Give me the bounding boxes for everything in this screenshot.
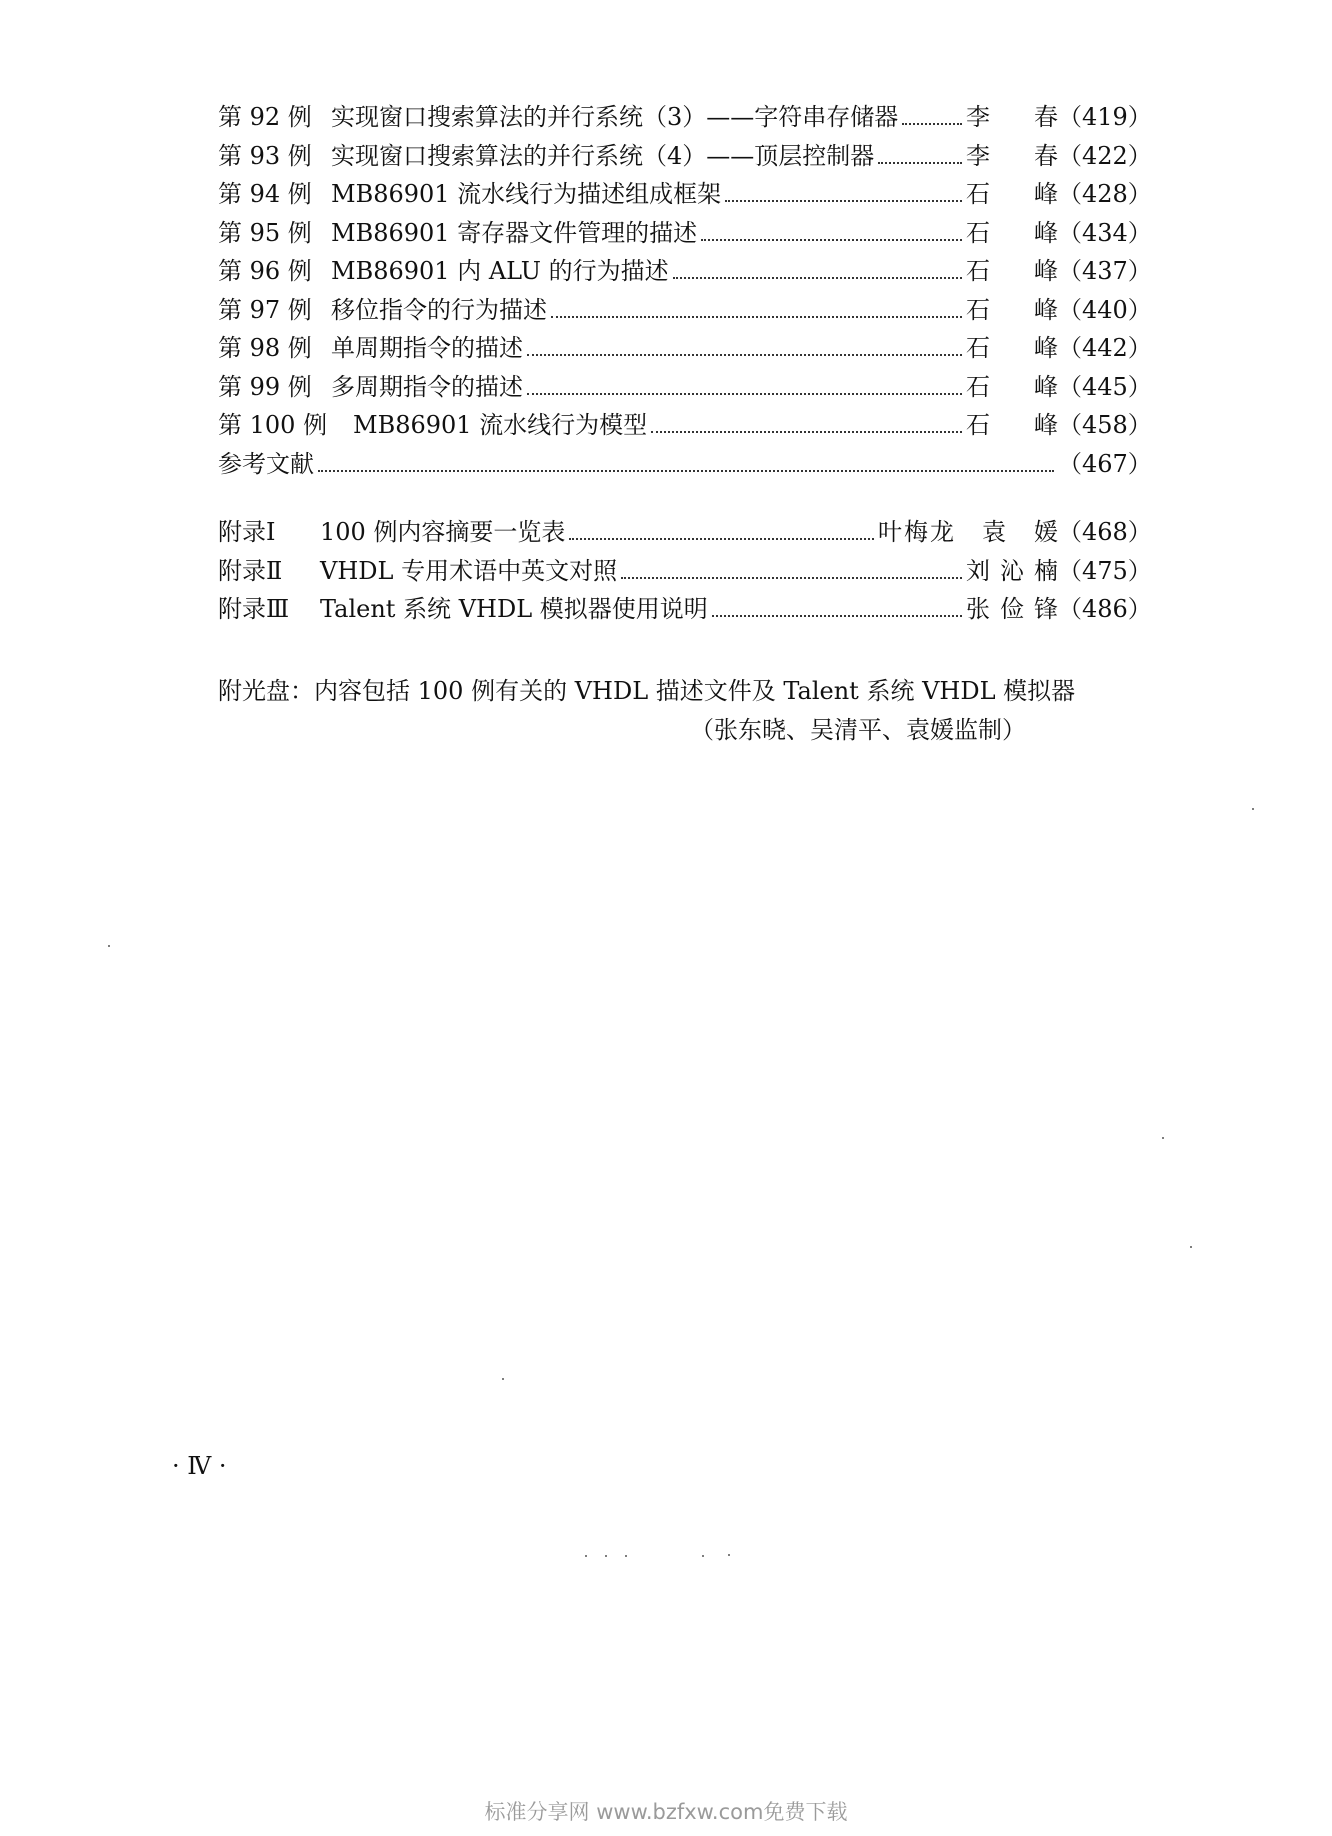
entry-title: MB86901 流水线行为描述组成框架 [331,180,722,208]
entry-page: （422） [1058,141,1152,170]
toc-entry-references[interactable] [218,445,1152,484]
dot-leader [701,239,962,241]
toc-entry-100[interactable] [218,406,1152,445]
entry-title: 实现窗口搜索算法的并行系统（3）——字符串存储器 [331,103,899,131]
example-number: 第 96 例 [218,257,312,285]
watermark-text: 标准分享网 www.bzfxw.com免费下载 [484,1800,848,1824]
scan-speck [1252,808,1254,810]
entry-author: 石 峰 [966,334,1058,362]
appendix-page: （468） [1058,518,1152,546]
entry-title: MB86901 流水线行为模型 [353,411,648,439]
scan-speck [585,1555,587,1557]
section-gap [218,483,1128,513]
example-number: 第 98 例 [218,334,312,362]
dot-leader [569,538,874,540]
toc-entry-99[interactable] [218,368,1152,407]
example-number: 第 95 例 [218,218,312,247]
entry-title: MB86901 内 ALU 的行为描述 [331,257,669,285]
appendix-page: （486） [1058,595,1152,623]
appendix-number: 附录Ⅱ [218,556,283,585]
scan-speck [605,1555,607,1557]
entry-author: 石 峰 [966,218,1058,247]
entry-author: 李 春 [966,103,1058,131]
entry-page: （434） [1058,218,1152,247]
dot-leader [318,470,1054,472]
dot-leader [621,577,962,579]
dot-leader [527,393,962,395]
entry-title: 多周期指令的描述 [331,372,523,401]
entry-title: 移位指令的行为描述 [331,295,547,324]
entry-title: MB86901 寄存器文件管理的描述 [331,218,698,247]
example-number: 第 93 例 [218,141,312,170]
entry-title: 单周期指令的描述 [331,334,523,362]
appendix-title: Talent 系统 VHDL 模拟器使用说明 [320,595,708,623]
entry-page: （437） [1058,257,1152,285]
scan-speck [108,945,110,947]
appendix-author: 刘沁楠 [966,556,1058,585]
example-number: 第 97 例 [218,295,312,324]
scan-speck [728,1554,730,1556]
disc-note: 附光盘：内容包括 100 例有关的 VHDL 描述文件及 Talent 系统 VHDL 模拟器 [218,677,1076,705]
references-page: （467） [1058,449,1152,478]
dot-leader [651,431,962,433]
dot-leader [725,200,962,202]
toc-entry-98[interactable] [218,329,1152,368]
disc-credit: （张东晓、吴清平、袁媛监制） [690,716,1026,744]
table-of-contents [218,98,1152,629]
scan-speck [502,1378,504,1380]
appendix-author: 叶梅龙 袁 媛 [878,518,1058,546]
toc-entry-96[interactable] [218,252,1152,291]
references-title: 参考文献 [218,449,314,478]
entry-author: 石 峰 [966,295,1058,324]
dot-leader [673,277,962,279]
scan-speck [702,1555,704,1557]
entry-author: 石 峰 [966,411,1058,439]
page-folio: · Ⅳ · [172,1452,227,1480]
toc-appendix-3[interactable] [218,590,1152,629]
entry-page: （458） [1058,411,1152,439]
entry-page: （445） [1058,372,1152,401]
entry-author: 石 峰 [966,257,1058,285]
entry-author: 李 春 [966,141,1058,170]
dot-leader [527,354,962,356]
toc-entry-93[interactable] [218,137,1152,176]
dot-leader [712,615,962,617]
scan-speck [625,1555,627,1557]
appendix-title: 100 例内容摘要一览表 [320,518,566,546]
example-number: 第 94 例 [218,180,312,208]
scan-speck [1190,1246,1192,1248]
scan-speck [1162,1137,1164,1139]
dot-leader [902,123,962,125]
entry-page: （442） [1058,334,1152,362]
appendix-number: 附录Ⅰ [218,518,276,546]
entry-author: 石 峰 [966,372,1058,401]
appendix-title: VHDL 专用术语中英文对照 [320,556,618,585]
entry-title: 实现窗口搜索算法的并行系统（4）——顶层控制器 [331,141,875,170]
entry-author: 石 峰 [966,180,1058,208]
toc-entry-95[interactable] [218,214,1152,253]
toc-entry-92[interactable] [218,98,1152,137]
entry-page: （419） [1058,103,1152,131]
appendix-author: 张俭锋 [966,595,1058,623]
toc-appendix-1[interactable] [218,513,1152,552]
dot-leader [878,162,962,164]
example-number: 第 100 例 [218,411,328,439]
toc-entry-94[interactable] [218,175,1152,214]
toc-entry-97[interactable] [218,291,1152,330]
toc-appendix-2[interactable] [218,552,1152,591]
dot-leader [551,316,962,318]
example-number: 第 92 例 [218,103,312,131]
entry-page: （428） [1058,180,1152,208]
entry-page: （440） [1058,295,1152,324]
example-number: 第 99 例 [218,372,312,401]
appendix-number: 附录Ⅲ [218,595,290,623]
appendix-page: （475） [1058,556,1152,585]
